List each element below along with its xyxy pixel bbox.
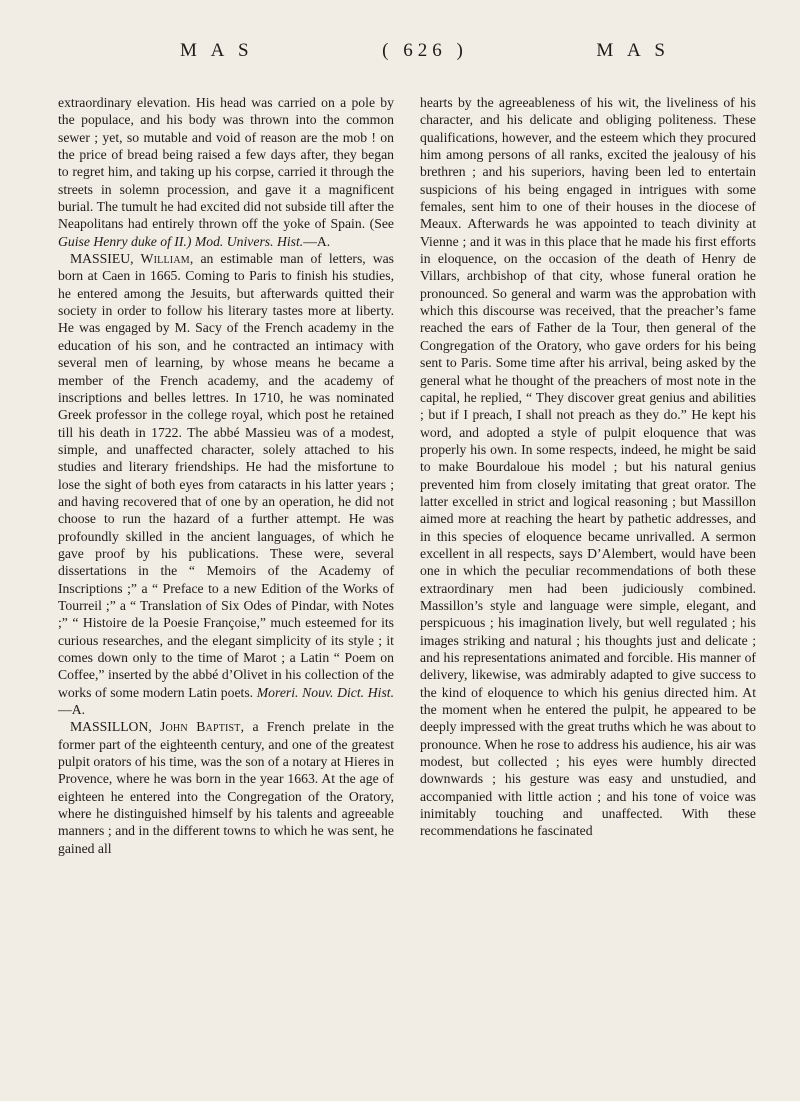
entry-massillon [58, 718, 394, 857]
paragraph-text: extraordinary elevation. His head was carried on a pole by the populace, and his body was thrown into the common sewer ; yet, so mutable and void of reason are the mob ! on the price of bread being raised a few days after, they began to regret him, and taking up his corpse, carried it through the streets in solemn procession, and gave it a magnificent burial. The tumult he had excited did not subside till after the Neapolitans had entirely thrown off the yoke of Spain. (See [58, 95, 394, 232]
paragraph-masaniello-end [58, 94, 394, 250]
running-head [58, 40, 756, 80]
right-column [420, 94, 756, 857]
entry-text: a French prelate in the former part of the eighteenth century, and one of the greatest pulpit orators of his time, was the son of a notary at Hieres in Provence, where he was born in the year 1663. At the age of eighteen he entered into the Congregation of the Oratory, where he distinguished himself by his talents and agreeable manners ; and in the different towns to which he was sent, he gained all [58, 719, 394, 856]
entry-massieu [58, 250, 394, 718]
page-number: ( 626 ) [382, 40, 468, 61]
left-column [58, 94, 394, 857]
entry-headword: MASSILLON, [70, 719, 152, 735]
author-signature: —A. [303, 233, 331, 249]
running-head-right: M A S [596, 40, 670, 61]
text-columns [58, 94, 756, 857]
entry-name: John Baptist, [159, 719, 245, 735]
entry-text: an estimable man of letters, was born at Caen in 1665. Coming to Paris to finish his studies, he entered among the Jesuits, but afterwards quitted their society in order to follow his literary tastes more at liberty. He was engaged by M. Sacy of the French academy in the education of his son, and he contracted an intimacy with several men of learning, by whose means he became a member of the French academy, and the academy of inscriptions and belles lettres. In 1710, he was nominated Greek professor in the college royal, which post he retained till his death in 1722. The abbé Massieu was of a modest, simple, and unaffected character, solely attached to his studies and literary friendships. He had the misfortune to lose the sight of both eyes from cataracts in his latter years ; and having recovered that of one by an operation, he did not choose to run the hazard of a further attempt. He was profoundly skilled in the ancient languages, of which he gave proof by his publications. These were, several dissertations in the “ Memoirs of the Academy of Inscriptions ;” a “ Preface to a new Edition of the Works of Tourreil ;” a “ Translation of Six Odes of Pindar, with Notes ;” “ Histoire de la Poesie Françoise,” much esteemed for its curious researches, and the elegant simplicity of its style ; it comes down only to the time of Marot ; a Latin “ Poem on Coffee,” inserted by the abbé d’Olivet in his collection of the works of some modern Latin poets. [58, 251, 395, 700]
running-head-left: M A S [180, 40, 254, 61]
author-signature: —A. [58, 702, 85, 718]
entry-name: William, [140, 251, 194, 267]
entry-massillon-continued: hearts by the agreeableness of his wit, the liveliness of his character, and his delicate and obliging politeness. These qualifications, however, and the esteem which they procured him among persons of all ranks, excited the jealousy of his brethren ; and his superiors, having been led to entertain suspicions of his being engaged in intrigues with some females, sent him to one of their houses in the diocese of Meaux. Afterwards he was appointed to teach divinity at Vienne ; and it was in this place that he made his first efforts in eloquence, on the occasion of the death of Henry de Villars, archbishop of that city, whose funeral oration he pronounced. So general and warm was the approbation with which this discourse was received, that the preacher’s fame reached the ears of Father de la Tour, then general of the Congregation of the Oratory, who gave orders for his being sent to Paris. Some time after his arrival, being asked by the general what he thought of the preachers of most note in the capital, he replied, “ They discover great genius and abilities ; but if I preach, I shall not preach as they do.” He kept his word, and adopted a style of pulpit eloquence that was properly his own. In some respects, indeed, he might be said to make Bourdaloue his model ; but his natural genius prevented him from closely imitating that great orator. The latter excelled in strict and logical reasoning ; but Massillon aimed more at reaching the heart by pathetic addresses, and in this species of eloquence became unrivalled. A sermon excellent in all respects, says D’Alembert, would have been one in which the peculiar recommendations of both these extraordinary men had been judiciously combined. Massillon’s style and language were simple, elegant, and perspicuous ; his imagination lively, but well regulated ; his images striking and natural ; his thoughts just and delicate ; and his representations animated and forcible. His manner of delivery, likewise, was admirably adapted to give success to the kind of eloquence to which his genius directed him. At the moment when he entered the pulpit, he appeared to be deeply impressed with the great truths which he was about to pronounce. When he rose to address his audience, his air was modest, but collected ; his eyes were humbly directed downwards ; his gesture was easy and unstudied, and accompanied with little action ; and his tone of voice was inimitably touching and unaffected. With these recommendations he fascinated [420, 95, 756, 839]
entry-headword: MASSIEU, [70, 251, 134, 267]
reference-citation: Moreri. Nouv. Dict. Hist. [256, 684, 395, 700]
reference-citation: Guise Henry duke of II.) Mod. Univers. Hist. [58, 233, 304, 249]
